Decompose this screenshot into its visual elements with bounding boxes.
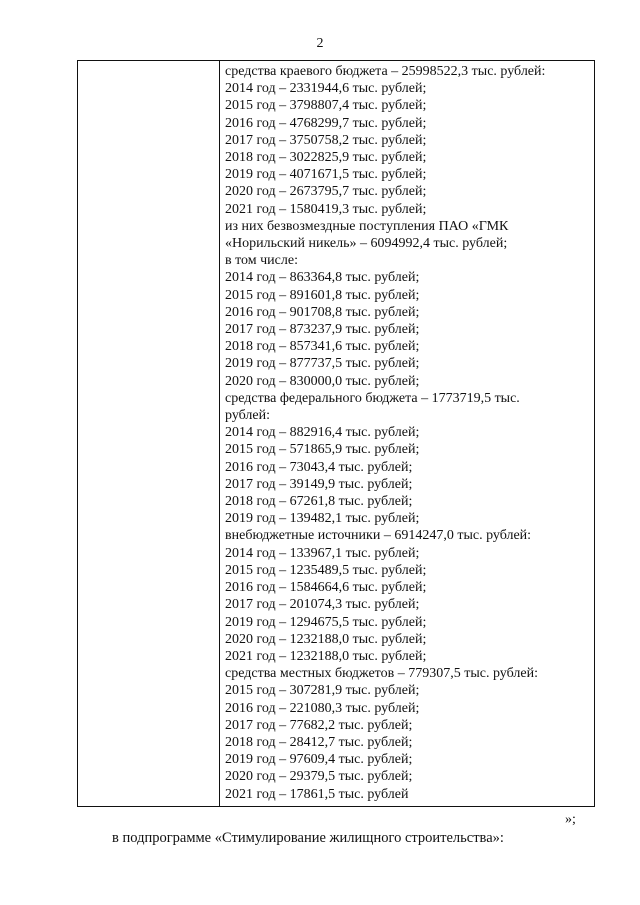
table-line: средства местных бюджетов – 779307,5 тыс. рублей: xyxy=(225,666,538,682)
table-line: 2018 год – 3022825,9 тыс. рублей; xyxy=(225,150,427,166)
table-line: 2016 год – 73043,4 тыс. рублей; xyxy=(225,459,413,475)
table-line: 2019 год – 877737,5 тыс. рублей; xyxy=(225,356,420,372)
table-line: 2014 год – 882916,4 тыс. рублей; xyxy=(225,425,420,441)
funding-table xyxy=(77,60,595,807)
table-line: 2018 год – 67261,8 тыс. рублей; xyxy=(225,494,413,510)
table-line: 2016 год – 1584664,6 тыс. рублей; xyxy=(225,580,427,596)
table-line: 2017 год – 3750758,2 тыс. рублей; xyxy=(225,132,427,148)
table-line: 2020 год – 830000,0 тыс. рублей; xyxy=(225,373,420,389)
table-line: 2020 год – 2673795,7 тыс. рублей; xyxy=(225,184,427,200)
table-line: 2017 год – 77682,2 тыс. рублей; xyxy=(225,717,413,733)
table-line: в том числе: xyxy=(225,253,298,269)
page-number: 2 xyxy=(316,36,324,51)
table-line: 2015 год – 1235489,5 тыс. рублей; xyxy=(225,562,427,578)
table-line: 2014 год – 2331944,6 тыс. рублей; xyxy=(225,81,427,97)
table-left-cell xyxy=(78,61,220,806)
table-line: средства федерального бюджета – 1773719,5 тыс. xyxy=(225,390,520,406)
table-right-cell xyxy=(220,61,594,806)
table-line: 2016 год – 221080,3 тыс. рублей; xyxy=(225,700,420,716)
table-line: 2015 год – 307281,9 тыс. рублей; xyxy=(225,683,420,699)
table-line: 2017 год – 873237,9 тыс. рублей; xyxy=(225,322,420,338)
table-line: средства краевого бюджета – 25998522,3 тыс. рублей: xyxy=(225,64,546,79)
table-line: 2021 год – 1580419,3 тыс. рублей; xyxy=(225,201,427,217)
table-line: «Норильский никель» – 6094992,4 тыс. рублей; xyxy=(225,236,508,252)
table-line: 2019 год – 139482,1 тыс. рублей; xyxy=(225,511,420,527)
table-line: 2016 год – 901708,8 тыс. рублей; xyxy=(225,304,420,320)
table-line: 2014 год – 863364,8 тыс. рублей; xyxy=(225,270,420,286)
table-line: 2018 год – 28412,7 тыс. рублей; xyxy=(225,734,413,750)
subprogram-heading: в подпрограмме «Стимулирование жилищного строительства»: xyxy=(112,830,504,846)
table-line: 2017 год – 39149,9 тыс. рублей; xyxy=(225,476,413,492)
table-line: 2015 год – 3798807,4 тыс. рублей; xyxy=(225,98,427,114)
table-line: внебюджетные источники – 6914247,0 тыс. рублей: xyxy=(225,528,532,544)
table-line: 2021 год – 17861,5 тыс. рублей xyxy=(225,786,409,802)
table-line: 2018 год – 857341,6 тыс. рублей; xyxy=(225,339,420,355)
closing-quote: »; xyxy=(565,812,576,827)
table-line: 2017 год – 201074,3 тыс. рублей; xyxy=(225,597,420,613)
table-line: 2019 год – 97609,4 тыс. рублей; xyxy=(225,752,413,768)
table-line: 2014 год – 133967,1 тыс. рублей; xyxy=(225,545,420,561)
table-line: 2015 год – 571865,9 тыс. рублей; xyxy=(225,442,420,458)
table-line: рублей: xyxy=(225,408,270,424)
table-line: 2016 год – 4768299,7 тыс. рублей; xyxy=(225,115,427,131)
table-line: 2020 год – 29379,5 тыс. рублей; xyxy=(225,769,413,785)
table-line: 2019 год – 1294675,5 тыс. рублей; xyxy=(225,614,427,630)
table-line: 2020 год – 1232188,0 тыс. рублей; xyxy=(225,631,427,647)
table-line: 2015 год – 891601,8 тыс. рублей; xyxy=(225,287,420,303)
table-line: 2021 год – 1232188,0 тыс. рублей; xyxy=(225,648,427,664)
table-line: из них безвозмездные поступления ПАО «ГМК xyxy=(225,218,509,234)
table-line: 2019 год – 4071671,5 тыс. рублей; xyxy=(225,167,427,183)
